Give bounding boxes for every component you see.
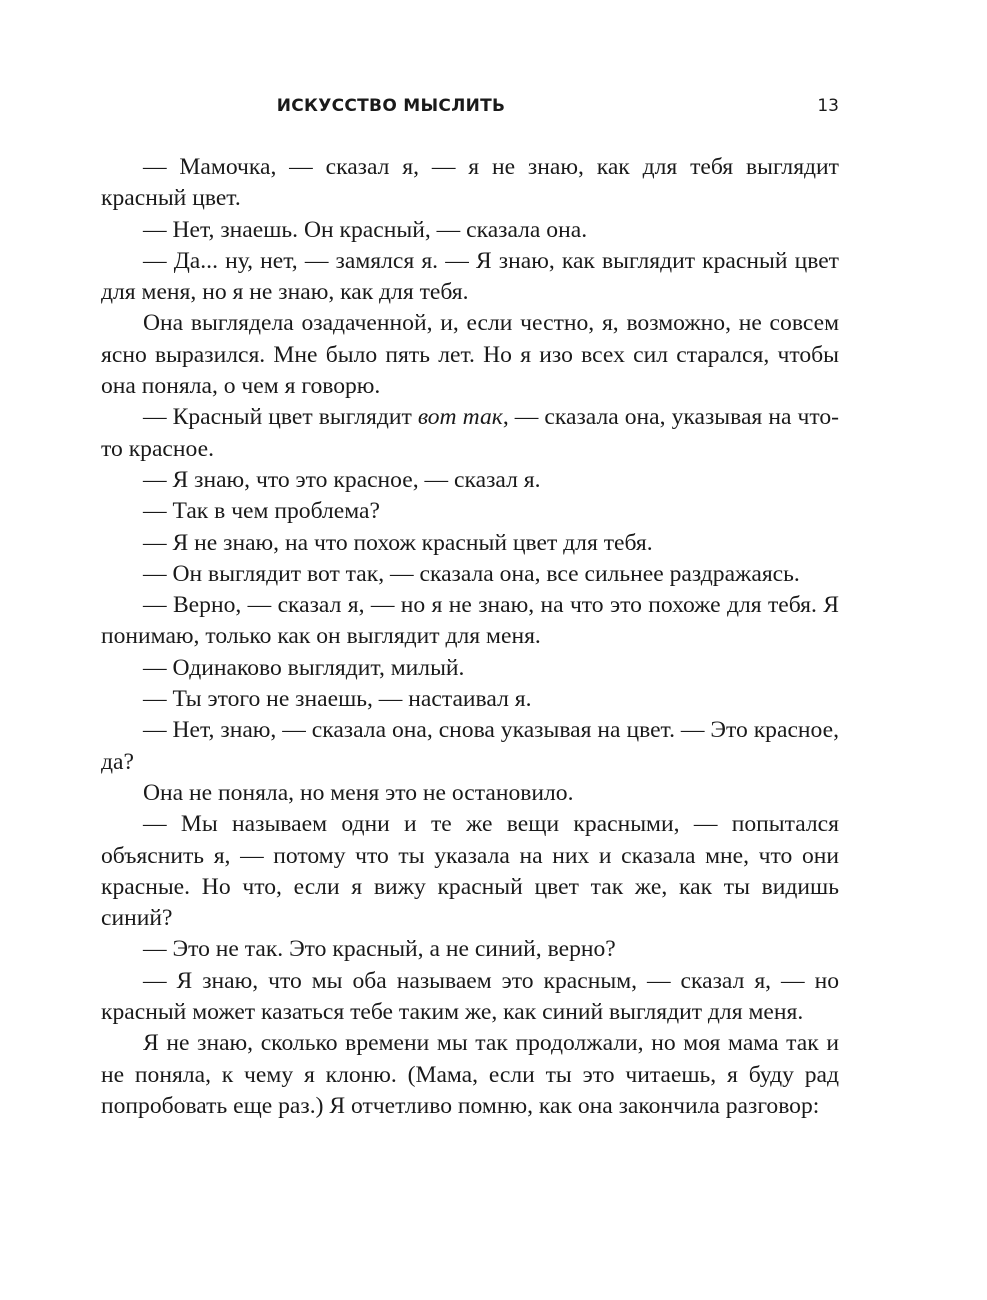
italic-emphasis: вот так	[417, 404, 503, 431]
paragraph-text: — Красный цвет выглядит	[143, 404, 418, 431]
book-page	[101, 0, 839, 1300]
paragraph: — Нет, знаешь. Он красный, — сказала она.	[143, 216, 588, 243]
paragraph: — Мамочка, — сказал я, — я не знаю, как для тебя выглядит красный цвет.	[101, 154, 839, 212]
body-text	[101, 152, 839, 1122]
paragraph: — Верно, — сказал я, — но я не знаю, на что это похоже для тебя. Я понимаю, только как он выглядит для меня.	[101, 592, 839, 650]
paragraph-text: , — сказала она, указывая на что-то красное.	[101, 404, 839, 462]
running-title: ИСКУССТВО МЫСЛИТЬ	[276, 96, 506, 116]
paragraph: — Это не так. Это красный, а не синий, верно?	[143, 936, 616, 963]
paragraph: — Ты этого не знаешь, — настаивал я.	[143, 686, 532, 713]
paragraph: — Я знаю, что это красное, — сказал я.	[143, 466, 541, 493]
page-number: 13	[817, 96, 839, 116]
paragraph: — Мы называем одни и те же вещи красными, — попытался объяснить я, — потому что ты указала на них и сказала мне, что они красные. Но что, если я вижу красный цвет так же, как ты видишь синий?	[101, 811, 839, 932]
running-head	[101, 96, 839, 122]
paragraph: — Я знаю, что мы оба называем это красным, — сказал я, — но красный может казаться тебе таким же, как синий выглядит для меня.	[101, 967, 839, 1026]
paragraph: Я не знаю, сколько времени мы так продолжали, но моя мама так и не поняла, к чему я клоню. (Мама, если ты это читаешь, я буду рад попробовать еще раз.) Я отчетливо помню, как она закончила разговор:	[101, 1030, 839, 1119]
paragraph: — Нет, знаю, — сказала она, снова указывая на цвет. — Это красное, да?	[101, 717, 839, 775]
paragraph: Она не поняла, но меня это не остановило.	[143, 779, 574, 806]
paragraph: — Да... ну, нет, — замялся я. — Я знаю, как выглядит красный цвет для меня, но я не знаю, как для тебя.	[101, 247, 839, 306]
paragraph: — Я не знаю, на что похож красный цвет для тебя.	[143, 529, 653, 556]
paragraph: Она выглядела озадаченной, и, если честно, я, возможно, не совсем ясно выразился. Мне было пять лет. Но я изо всех сил старался, чтобы она поняла, о чем я говорю.	[101, 310, 839, 400]
paragraph	[101, 402, 839, 465]
paragraph: — Так в чем проблема?	[143, 498, 380, 525]
paragraph: — Он выглядит вот так, — сказала она, все сильнее раздражаясь.	[143, 560, 800, 587]
paragraph: — Одинаково выглядит, милый.	[143, 654, 465, 681]
